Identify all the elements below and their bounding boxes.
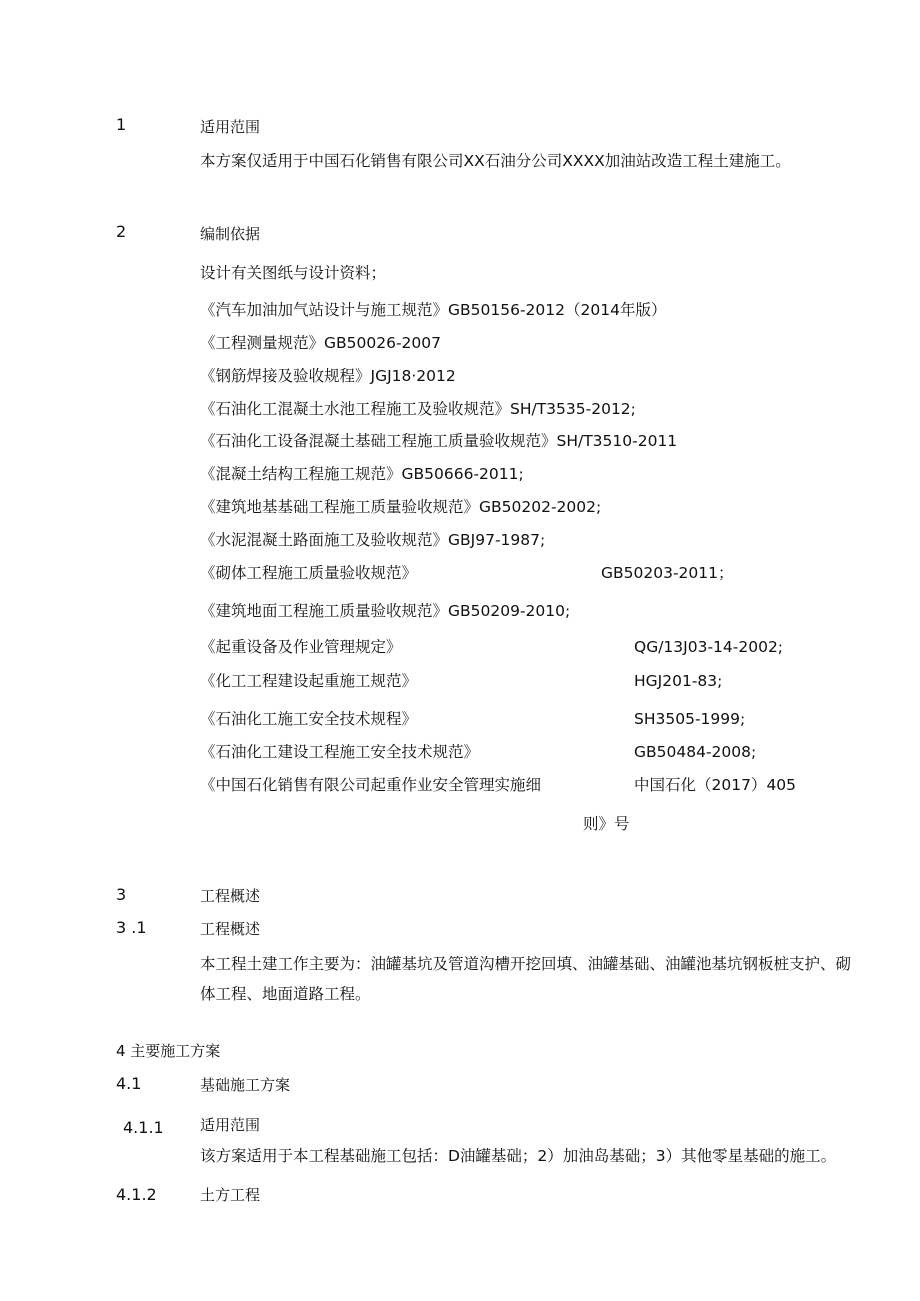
reference-name: 《砌体工程施工质量验收规范》 bbox=[200, 564, 418, 582]
section-4-1-title: 基础施工方案 bbox=[200, 1076, 291, 1094]
reference-item: 《石油化工设备混凝土基础工程施工质量验收规范》SH/T3510-2011 bbox=[200, 432, 678, 450]
section-4-1-1-text: 该方案适用于本工程基础施工包括：D油罐基础；2）加油岛基础；3）其他零星基础的施工。 bbox=[200, 1147, 837, 1165]
reference-item: 《钢筋焊接及验收规程》JGJ18·2012 bbox=[200, 367, 456, 385]
reference-name: 《石油化工施工安全技术规程》 bbox=[200, 710, 418, 728]
section-4-heading: 4 主要施工方案 bbox=[116, 1042, 221, 1060]
section-4-1-2-title: 土方工程 bbox=[200, 1186, 261, 1204]
reference-code: HGJ201-83; bbox=[634, 672, 723, 690]
section-3-1-number: 3 .1 bbox=[116, 918, 147, 937]
reference-name: 《起重设备及作业管理规定》 bbox=[200, 638, 402, 656]
reference-name: 《中国石化销售有限公司起重作业安全管理实施细 bbox=[200, 776, 542, 794]
section-4-1-1-number: 4.1.1 bbox=[123, 1118, 164, 1137]
reference-code: SH3505-1999; bbox=[634, 710, 746, 728]
section-1-title: 适用范围 bbox=[200, 118, 261, 136]
section-3-text-line: 体工程、地面道路工程。 bbox=[200, 985, 371, 1003]
section-1-text: 本方案仅适用于中国石化销售有限公司XX石油分公司XXXX加油站改造工程土建施工。 bbox=[200, 152, 791, 170]
reference-item: 《建筑地面工程施工质量验收规范》GB50209-2010; bbox=[200, 602, 571, 620]
reference-item: 《工程测量规范》GB50026-2007 bbox=[200, 334, 441, 352]
section-2-number: 2 bbox=[116, 222, 127, 241]
reference-code: QG/13J03-14-2002; bbox=[634, 638, 784, 656]
section-3-number: 3 bbox=[116, 885, 127, 904]
reference-wrap-text: 则》号 bbox=[583, 815, 630, 833]
section-3-title: 工程概述 bbox=[200, 887, 261, 905]
reference-code: 中国石化（2017）405 bbox=[634, 776, 797, 794]
reference-name: 《石油化工建设工程施工安全技术规范》 bbox=[200, 743, 480, 761]
section-2-intro: 设计有关图纸与设计资料； bbox=[200, 264, 387, 282]
reference-code: GB50203-2011； bbox=[601, 564, 734, 582]
section-3-1-title: 工程概述 bbox=[200, 920, 261, 938]
section-4-1-1-title: 适用范围 bbox=[200, 1116, 261, 1134]
reference-item: 《石油化工混凝土水池工程施工及验收规范》SH/T3535-2012; bbox=[200, 400, 636, 418]
section-2-title: 编制依据 bbox=[200, 225, 261, 243]
section-4-1-2-number: 4.1.2 bbox=[116, 1185, 157, 1204]
section-1-number: 1 bbox=[116, 115, 127, 134]
reference-item: 《汽车加油加气站设计与施工规范》GB50156-2012（2014年版） bbox=[200, 301, 667, 319]
reference-item: 《水泥混凝土路面施工及验收规范》GBJ97-1987; bbox=[200, 531, 546, 549]
reference-code: GB50484-2008; bbox=[634, 743, 757, 761]
reference-item: 《混凝土结构工程施工规范》GB50666-2011; bbox=[200, 465, 524, 483]
reference-name: 《化工工程建设起重施工规范》 bbox=[200, 672, 418, 690]
section-4-1-number: 4.1 bbox=[116, 1074, 142, 1093]
reference-item: 《建筑地基基础工程施工质量验收规范》GB50202-2002; bbox=[200, 498, 602, 516]
section-3-text-line: 本工程土建工作主要为：油罐基坑及管道沟槽开挖回填、油罐基础、油罐池基坑钢板桩支护、砌 bbox=[200, 955, 852, 973]
